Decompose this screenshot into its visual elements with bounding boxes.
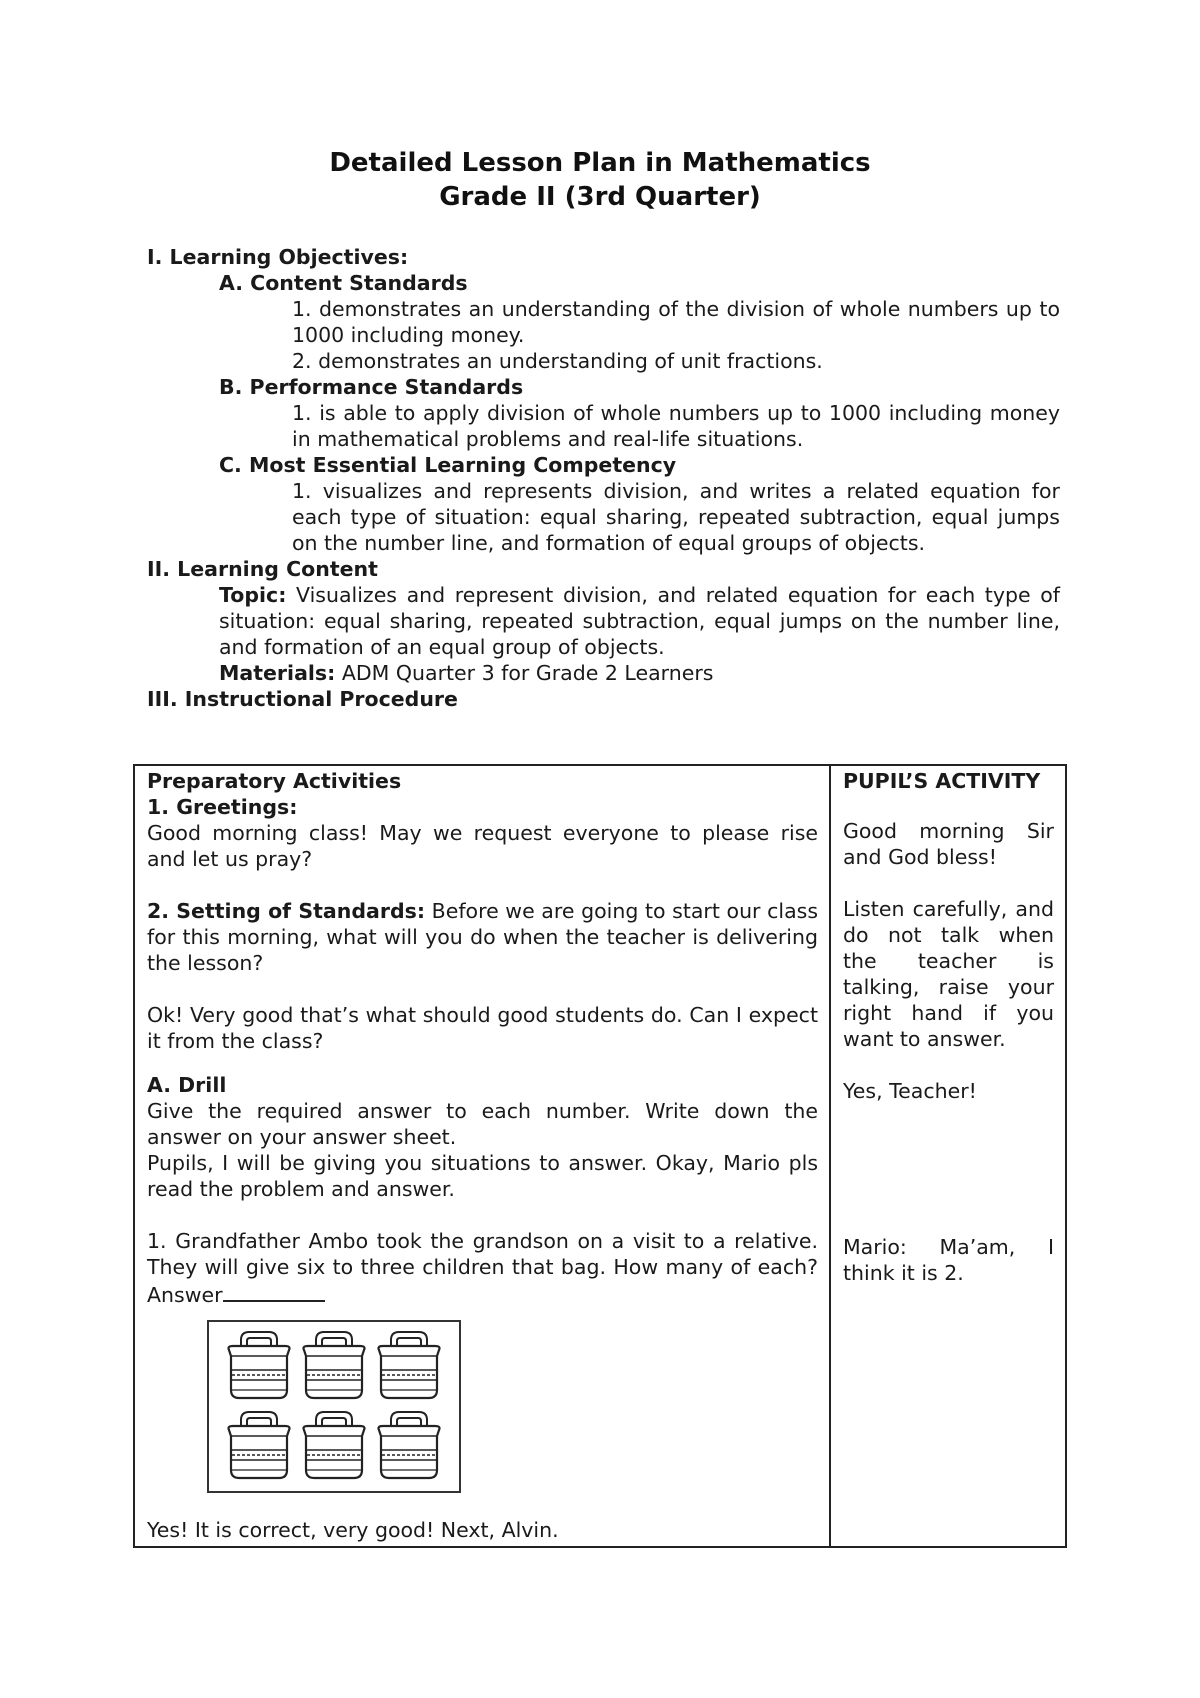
pupil-activity-cell (830, 765, 1066, 1547)
standards-paragraph (147, 898, 818, 976)
greetings-label: 1. Greetings: (147, 795, 298, 819)
lesson-body (147, 244, 1060, 712)
preparatory-heading: Preparatory Activities (147, 769, 402, 793)
objectives-heading: I. Learning Objectives: (147, 245, 409, 269)
competency-item-1: 1. visualizes and represents division, and writes a related equation for each type of situation: equal sharing, repeated subtraction, equal jumps on the number line, and formation of equal groups of objects. (292, 479, 1060, 555)
materials-paragraph (147, 660, 1060, 686)
six-bags-icon (209, 1322, 459, 1491)
problem-1 (147, 1228, 818, 1308)
pupil-greeting-reply: Good morning Sir and God bless! (843, 819, 1054, 869)
procedure-heading: III. Instructional Procedure (147, 687, 458, 711)
topic-paragraph (147, 582, 1060, 660)
problem-1-text: 1. Grandfather Ambo took the grandson on a visit to a relative. They will give six to three children that bag. How many of each? Answer (147, 1229, 818, 1307)
bags-illustration (207, 1320, 461, 1493)
topic-label: Topic: (219, 583, 287, 607)
greetings-text: Good morning class! May we request everyone to please rise and let us pray? (147, 821, 818, 871)
standards-text: Before we are going to start our class for this morning, what will you do when the teacher is delivering the lesson? (147, 899, 818, 975)
procedure-table (133, 764, 1067, 1548)
pupil-standards-reply: Listen carefully, and do not talk when the teacher is talking, raise your right hand if you want to answer. (843, 897, 1054, 1051)
pupil-activity-heading: PUPIL’S ACTIVITY (843, 769, 1041, 793)
drill-heading: A. Drill (147, 1073, 227, 1097)
competency-heading: C. Most Essential Learning Competency (219, 453, 677, 477)
table-row (134, 765, 1066, 1547)
learning-content-heading: II. Learning Content (147, 557, 378, 581)
pupil-yes-reply: Yes, Teacher! (843, 1079, 977, 1103)
performance-standards-heading: B. Performance Standards (219, 375, 524, 399)
standards-label: 2. Setting of Standards: (147, 899, 426, 923)
content-standard-item-1: 1. demonstrates an understanding of the division of whole numbers up to 1000 including money. (292, 297, 1060, 347)
content-standards-heading: A. Content Standards (219, 271, 468, 295)
teacher-activity-cell (134, 765, 830, 1547)
materials-label: Materials: (219, 661, 336, 685)
ok-text: Ok! Very good that’s what should good students do. Can I expect it from the class? (147, 1003, 818, 1053)
closing-remark: Yes! It is correct, very good! Next, Alvin. (147, 1518, 559, 1542)
document-title: Detailed Lesson Plan in Mathematics (329, 148, 871, 178)
drill-situation: Pupils, I will be giving you situations to answer. Okay, Mario pls read the problem and answer. (147, 1151, 818, 1201)
performance-standard-item-1: 1. is able to apply division of whole numbers up to 1000 including money in mathematical problems and real-life situations. (292, 401, 1060, 451)
topic-text: Visualizes and represent division, and related equation for each type of situation: equal sharing, repeated subtraction, equal jumps on the number line, and formation of an equal group of objects. (219, 583, 1060, 659)
answer-blank (223, 1280, 325, 1302)
materials-text: ADM Quarter 3 for Grade 2 Learners (335, 661, 714, 685)
content-standard-item-2: 2. demonstrates an understanding of unit fractions. (292, 349, 823, 373)
drill-instructions: Give the required answer to each number. Write down the answer on your answer sheet. (147, 1099, 818, 1149)
document-subtitle: Grade II (3rd Quarter) (439, 182, 761, 212)
pupil-mario-reply: Mario: Ma’am, I think it is 2. (843, 1235, 1054, 1285)
